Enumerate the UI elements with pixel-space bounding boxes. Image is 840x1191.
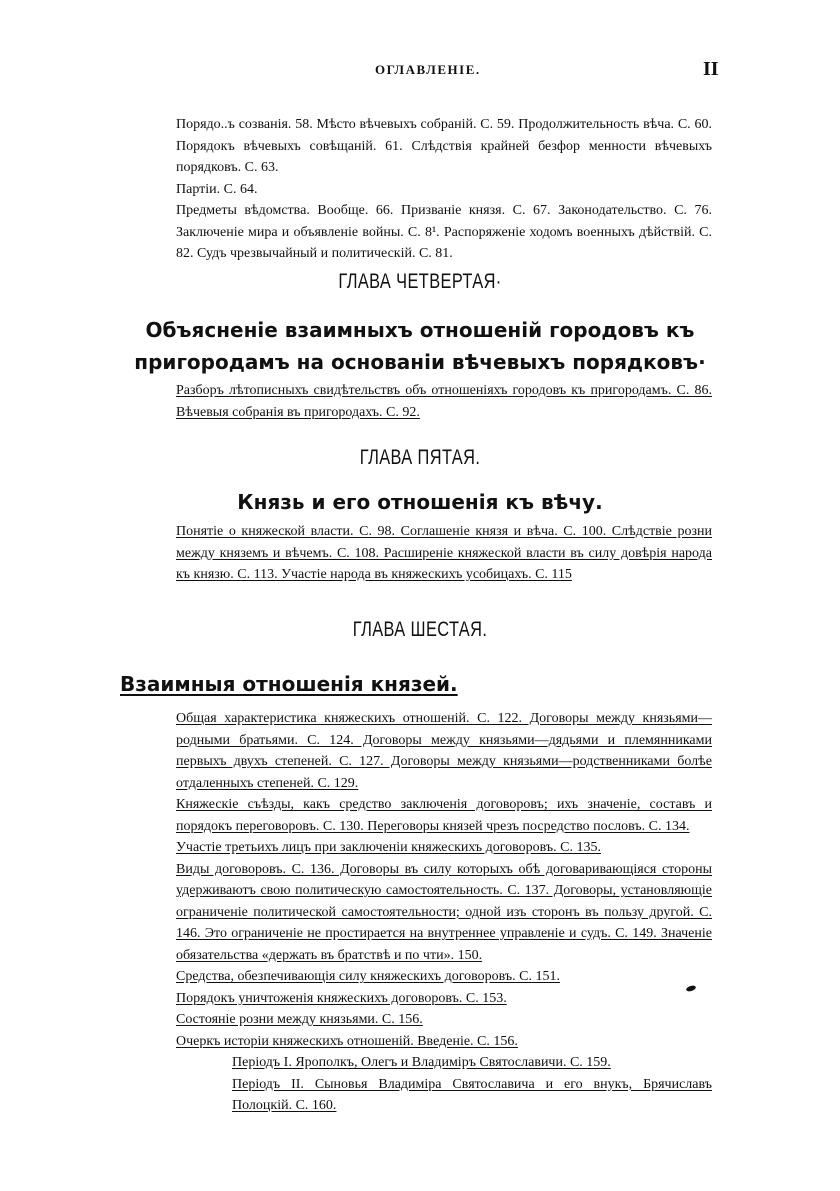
chapter-5-summary <box>176 521 712 586</box>
chapter-6-item: Средства, обезпечивающія силу княжескихъ договоровъ. С. 151. <box>176 969 560 984</box>
chapter-6-heading: ГЛАВА ШЕСТАЯ. <box>352 618 488 641</box>
chapter-4-summary <box>176 380 712 423</box>
chapter-6-period: Періодъ I. Ярополкъ, Олегъ и Владиміръ Святославичи. С. 159. <box>232 1055 611 1070</box>
chapter-5-title: Князь и его отношенія къ вѣчу. <box>237 490 603 514</box>
intro-paragraph-2: Партіи. С. 64. <box>176 181 258 197</box>
page-number: II <box>703 58 719 80</box>
chapter-6-item: Княжескіе съѣзды, какъ средство заключенія договоровъ; ихъ значеніе, составъ и порядокъ переговоровъ. С. 130. Переговоры князей чрезъ посредство пословъ. С. 134. <box>176 797 712 834</box>
intro-block <box>176 114 712 265</box>
chapter-6-item: Виды договоровъ. С. 136. Договоры въ силу которыхъ обѣ договаривающіяся стороны удерживаютъ свою политическую самостоятельность. С. 137. Договоры, установляющіе ограниченіе политической самостоятельности; одной изъ сторонъ въ пользу другой. С. 146. Это ограниченіе не простирается на внутреннее управленіе и судъ. С. 149. Значеніе обязательства «держать въ братствѣ и по чти». 150. <box>176 861 712 963</box>
chapter-6-item: Состояніе розни между князьями. С. 156. <box>176 1012 423 1027</box>
intro-paragraph-3: Предметы вѣдомства. Вообще. 66. Призваніе князя. С. 67. Законодательство. С. 76. Заключеніе мира и объявленіе войны. С. 8¹. Распоряженіе ходомъ военныхъ дѣйствій. С. 82. Судъ чрезвычайный и политическій. С. 81. <box>176 203 712 261</box>
chapter-6-period: Періодъ II. Сыновья Владиміра Святославича и его внукъ, Брячиславъ Полоцкій. С. 160. <box>232 1076 712 1113</box>
chapter-4-title: Объясненіе взаимныхъ отношеній городовъ къ пригородамъ на основаніи вѣчевыхъ порядковъ· <box>134 318 706 374</box>
running-title: ОГЛАВЛЕНІЕ. <box>375 62 481 77</box>
chapter-4-heading: ГЛАВА ЧЕТВЕРТАЯ· <box>338 270 502 293</box>
chapter-6-item: Общая характеристика княжескихъ отношеній. С. 122. Договоры между князьями—родными братьями. С. 124. Договоры между князьями—дядьями и племянниками первыхъ двухъ степеней. С. 127. Договоры между князьями—родственниками болѣе отдаленныхъ степеней. С. 129. <box>176 711 712 791</box>
chapter-6-item: Очеркъ исторіи княжескихъ отношеній. Введеніе. С. 156. <box>176 1033 518 1049</box>
intro-paragraph-1: Порядо..ъ созванія. 58. Мѣсто вѣчевыхъ собраній. С. 59. Продолжительность вѣча. С. 60. Порядокъ вѣчевыхъ совѣщаній. 61. Слѣдствія крайней безфор менности вѣчевыхъ порядковъ. С. 63. <box>176 117 712 175</box>
chapter-4-summary-text: Разборъ лѣтописныхъ свидѣтельствъ объ отношеніяхъ городовъ къ пригородамъ. С. 86. Вѣчевыя собранія въ пригородахъ. С. 92. <box>176 383 712 420</box>
chapter-6-item: Участіе третьихъ лицъ при заключеніи княжескихъ договоровъ. С. 135. <box>176 840 601 855</box>
chapter-5-summary-text: Понятіе о княжеской власти. С. 98. Соглашеніе князя и вѣча. С. 100. Слѣдствіе розни между княземъ и вѣчемъ. С. 108. Расширеніе княжеской власти въ силу довѣрія народа къ князю. С. 113. Участіе народа въ княжескихъ усобицахъ. С. 115 <box>176 524 712 582</box>
chapter-6-title: Взаимныя отношенія князей. <box>120 672 458 696</box>
chapter-5-heading: ГЛАВА ПЯТАЯ. <box>359 446 481 469</box>
chapter-6-item: Порядокъ уничтоженія княжескихъ договоровъ. С. 153. <box>176 990 507 1006</box>
chapter-6-contents <box>176 708 712 1117</box>
